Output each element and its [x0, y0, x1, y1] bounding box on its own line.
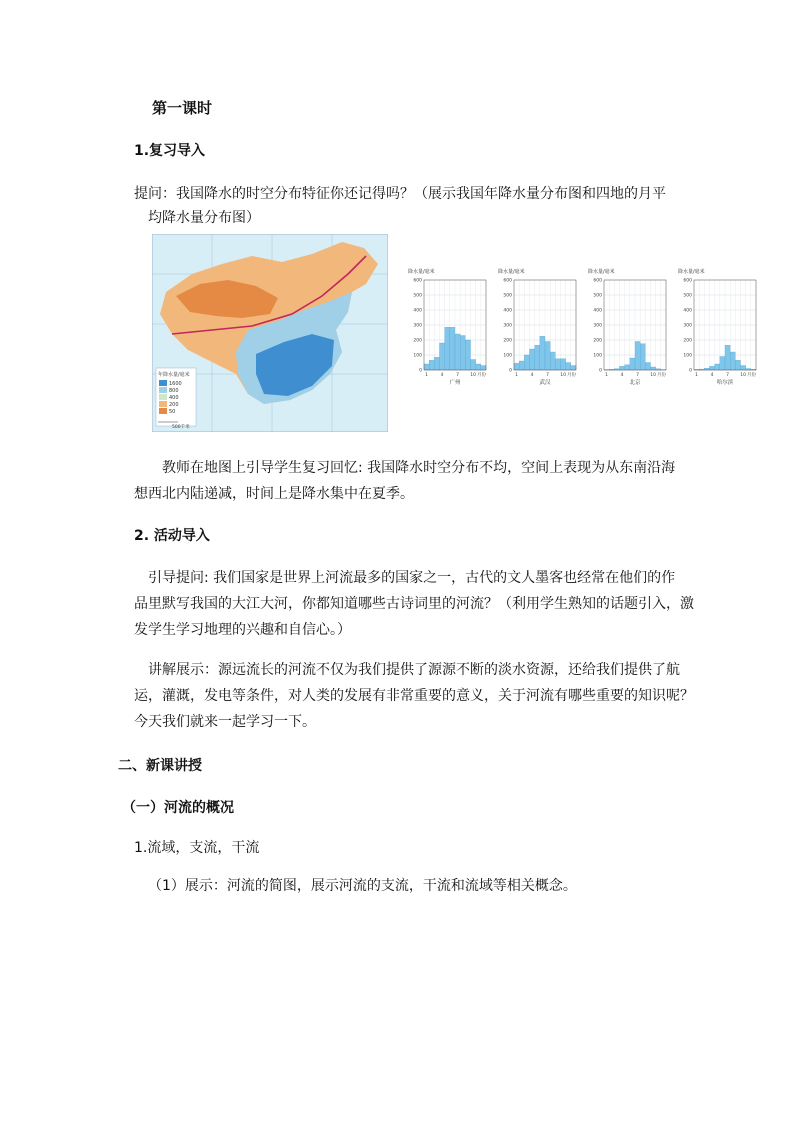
- paragraph-line: 讲解展示：源远流长的河流不仅为我们提供了源源不断的淡水资源，还给我们提供了航: [148, 662, 680, 678]
- section-title: 1.复习导入: [134, 143, 206, 159]
- chart-xtick: 1: [605, 373, 609, 378]
- chart-bar: [460, 336, 465, 371]
- paragraph-line: 想西北内陆递减，时间上是降水集中在夏季。: [134, 486, 414, 502]
- chart-xunit: 月份: [657, 373, 666, 378]
- chart-bar: [550, 352, 555, 370]
- chart-xtick: 10: [650, 373, 656, 378]
- chart-bar: [481, 366, 486, 371]
- chart-bar: [434, 357, 439, 370]
- chart-bar: [450, 327, 455, 370]
- map-legend-value: 200: [169, 402, 179, 408]
- chart-ytick: 200: [683, 338, 692, 344]
- paragraph-line: 教师在地图上引导学生复习回忆: 我国降水时空分布不均，空间上表现为从东南沿海: [162, 460, 676, 476]
- chart-ytick: 400: [593, 308, 602, 314]
- precipitation-map: [152, 234, 388, 432]
- chart-bar: [535, 345, 540, 370]
- chart-ylabel: 降水量/毫米: [408, 269, 435, 275]
- chart-bar: [440, 343, 445, 370]
- list-item: 1.流域，支流，干流: [134, 840, 260, 856]
- chart-ytick: 100: [503, 353, 512, 359]
- chart-ytick: 600: [593, 278, 602, 284]
- chart-bar: [429, 360, 434, 370]
- chart-xunit: 月份: [477, 373, 486, 378]
- chart-xtick: 7: [546, 373, 550, 378]
- chart-xtick: 4: [620, 373, 624, 378]
- map-scale-label: 500千米: [172, 425, 190, 430]
- paragraph-line: 运，灌溉，发电等条件，对人类的发展有非常重要的意义，关于河流有哪些重要的知识呢？: [134, 688, 694, 704]
- chart-bar: [645, 363, 650, 371]
- chart-bar: [730, 352, 735, 370]
- paragraph-line: 引导提问: 我们国家是世界上河流最多的国家之一，古代的文人墨客也经常在他们的作: [148, 570, 676, 586]
- chart-bar: [519, 361, 524, 370]
- map-legend-value: 1600: [169, 381, 182, 387]
- chart-bar: [735, 360, 740, 370]
- map-legend-value: 800: [169, 388, 179, 394]
- chart-ytick: 500: [683, 293, 692, 299]
- chart-bar: [635, 342, 640, 371]
- chart-bar: [725, 345, 730, 370]
- chart-ytick: 200: [593, 338, 602, 344]
- chart-ytick: 200: [413, 338, 422, 344]
- chart-bar: [715, 364, 720, 370]
- paragraph-line: 品里默写我国的大江大河，你都知道哪些古诗词里的河流？（利用学生熟知的话题引入，激: [134, 596, 694, 612]
- chart-wuhan: [496, 266, 578, 396]
- chart-xtick: 7: [456, 373, 460, 378]
- list-item-detail: （1）展示：河流的简图，展示河流的支流，干流和流域等相关概念。: [148, 878, 577, 894]
- chart-xtick: 10: [740, 373, 746, 378]
- chart-ytick: 0: [419, 368, 422, 374]
- chart-bar: [514, 363, 519, 370]
- chart-ytick: 600: [503, 278, 512, 284]
- chart-bar: [571, 366, 576, 371]
- chart-xtick: 1: [515, 373, 519, 378]
- chart-bar: [455, 334, 460, 370]
- map-legend-value: 400: [169, 395, 179, 401]
- section-title: 2. 活动导入: [134, 528, 210, 544]
- chart-bar: [630, 358, 635, 370]
- chart-bar: [651, 367, 656, 370]
- chart-ytick: 400: [503, 308, 512, 314]
- chart-xtick: 1: [425, 373, 429, 378]
- chart-ylabel: 降水量/毫米: [498, 269, 525, 275]
- chart-xtick: 1: [695, 373, 699, 378]
- chart-xtick: 4: [440, 373, 444, 378]
- chart-ytick: 500: [413, 293, 422, 299]
- chart-xunit: 月份: [747, 373, 756, 378]
- chart-bar: [561, 359, 566, 370]
- chart-bar: [524, 355, 529, 370]
- chart-xtick: 10: [560, 373, 566, 378]
- paragraph-line: 提问：我国降水的时空分布特征你还记得吗？（展示我国年降水量分布图和四地的月平: [134, 186, 666, 202]
- chart-title: 北京: [629, 380, 641, 386]
- page-title: 第一课时: [152, 99, 213, 117]
- paragraph-line: 今天我们就来一起学习一下。: [134, 714, 316, 730]
- chart-ytick: 100: [413, 353, 422, 359]
- chart-ytick: 100: [593, 353, 602, 359]
- chart-ytick: 0: [509, 368, 512, 374]
- paragraph-line: 发学生学习地理的兴趣和自信心。）: [134, 622, 351, 638]
- chart-bar: [566, 363, 571, 371]
- chart-bar: [540, 336, 545, 370]
- chart-bar: [720, 357, 725, 371]
- chart-xtick: 4: [710, 373, 714, 378]
- chart-ytick: 300: [683, 323, 692, 329]
- chart-xtick: 4: [530, 373, 534, 378]
- chart-bar: [424, 364, 429, 370]
- chart-harbin: [676, 266, 758, 396]
- chart-ytick: 600: [413, 278, 422, 284]
- chart-bar: [476, 364, 481, 370]
- chart-bar: [620, 366, 625, 370]
- chart-title: 哈尔滨: [716, 380, 734, 386]
- chart-ytick: 0: [689, 368, 692, 374]
- chart-bar: [625, 365, 630, 370]
- chart-title: 广州: [449, 380, 461, 386]
- chart-ylabel: 降水量/毫米: [588, 269, 615, 275]
- chart-bar: [445, 327, 450, 370]
- chart-ytick: 500: [593, 293, 602, 299]
- chart-bar: [741, 366, 746, 371]
- chart-bar: [640, 344, 645, 370]
- chart-ylabel: 降水量/毫米: [678, 269, 705, 275]
- paragraph-line: 均降水量分布图）: [148, 210, 260, 226]
- chart-ytick: 0: [599, 368, 602, 374]
- chart-bar: [530, 349, 535, 370]
- chart-ytick: 400: [683, 308, 692, 314]
- chart-beijing: [586, 266, 668, 396]
- chart-bar: [710, 366, 715, 370]
- chart-ytick: 300: [593, 323, 602, 329]
- chart-xtick: 10: [470, 373, 476, 378]
- subsection-title: （一）河流的概况: [122, 800, 234, 816]
- chart-guangzhou: [406, 266, 488, 396]
- chart-xtick: 7: [726, 373, 730, 378]
- chart-title: 武汉: [539, 380, 551, 386]
- map-legend-title: 年降水量/毫米: [158, 372, 190, 378]
- chart-bar: [545, 342, 550, 371]
- chart-xunit: 月份: [567, 373, 576, 378]
- chart-ytick: 300: [413, 323, 422, 329]
- map-legend-value: 50: [169, 409, 176, 415]
- chart-xtick: 7: [636, 373, 640, 378]
- chart-ytick: 500: [503, 293, 512, 299]
- chart-bar: [555, 359, 560, 370]
- chart-ytick: 200: [503, 338, 512, 344]
- chart-bar: [704, 368, 709, 370]
- chart-bar: [465, 340, 470, 370]
- chart-ytick: 300: [503, 323, 512, 329]
- section-title: 二、新课讲授: [118, 758, 202, 774]
- chart-ytick: 400: [413, 308, 422, 314]
- chart-ytick: 100: [683, 353, 692, 359]
- chart-bar: [471, 360, 476, 371]
- chart-ytick: 600: [683, 278, 692, 284]
